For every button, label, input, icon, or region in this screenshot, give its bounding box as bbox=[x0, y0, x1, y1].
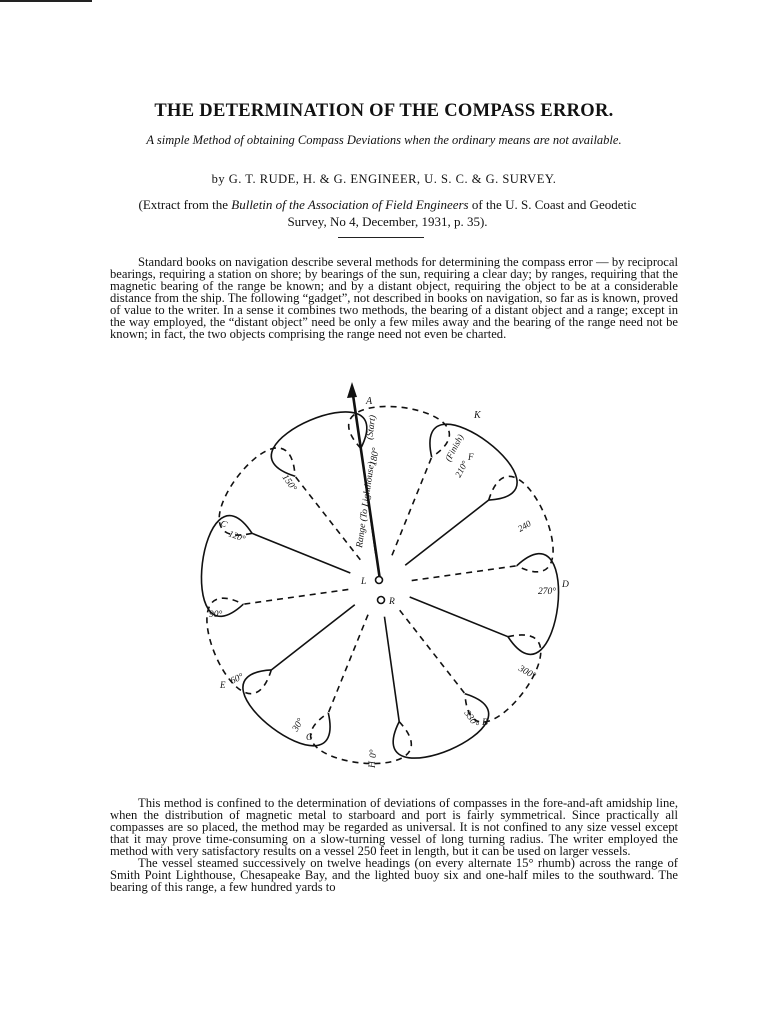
heading-track-line bbox=[271, 605, 355, 670]
label-150: 150° bbox=[279, 472, 299, 494]
article-subtitle: A simple Method of obtaining Compass Deviations when the ordinary means are not available. bbox=[146, 133, 622, 147]
label-240: 240 bbox=[516, 518, 533, 534]
method-paragraph: This method is confined to the determination of deviations of compasses in the fore-and-aft amidship line, when the distribution of magnetic metal to starboard and port is fairly symmetrical. Since practically all compasses are so placed, the method may be regarded as universal. It is not confined to any size vessel except that it may prove time-consuming on a slow-turning vessel of long turning radius. The writer employed the method with very satisfactory results on a vessel 250 feet in length, but it can be used on larger vessels. bbox=[110, 796, 678, 858]
author-byline: by G. T. RUDE, H. & G. ENGINEER, U. S. C. & G. SURVEY. bbox=[211, 172, 557, 186]
turning-loop bbox=[430, 424, 517, 500]
swing-diagram bbox=[0, 380, 768, 800]
extract-note bbox=[130, 196, 645, 230]
top-edge-rule bbox=[0, 0, 92, 2]
heading-track-line bbox=[410, 597, 508, 637]
label-0: 0° bbox=[369, 749, 379, 758]
extract-prefix: (Extract from the bbox=[138, 197, 232, 212]
vessel-paragraph: The vessel steamed successively on twelve headings (on every alternate 15° rhumb) across the range of Smith Point Lighthouse, Chesapeake Bay, and the lighted buoy six and one-half miles to the southward. The bearing of this range, a few hundred yards to bbox=[110, 856, 678, 894]
label-270: 270° bbox=[538, 587, 557, 597]
heading-track-line bbox=[405, 500, 489, 565]
label-60: 60° bbox=[229, 672, 246, 687]
heading-track-line bbox=[384, 617, 399, 722]
track-group bbox=[201, 406, 558, 763]
turning-loop bbox=[271, 412, 367, 476]
label-start: (Start) bbox=[365, 414, 379, 441]
label-l: L bbox=[361, 577, 367, 587]
heading-track-line bbox=[412, 566, 517, 581]
heading-track-line bbox=[295, 476, 360, 560]
label-210: 210° bbox=[452, 459, 470, 479]
label-k: K bbox=[474, 410, 481, 421]
label-h: H bbox=[368, 761, 378, 768]
label-90: 90° bbox=[209, 610, 223, 620]
range-arrowhead bbox=[347, 382, 357, 398]
label-d: D bbox=[562, 580, 569, 590]
heading-track-line bbox=[400, 610, 465, 694]
intro-paragraph-block bbox=[110, 256, 678, 340]
extract-bulletin-name: Bulletin of the Association of Field Engineers bbox=[231, 197, 469, 212]
label-30: 30° bbox=[290, 716, 307, 734]
label-f: F bbox=[468, 452, 474, 462]
body-paragraphs bbox=[110, 797, 678, 893]
label-120: 120° bbox=[227, 528, 247, 544]
intro-paragraph: Standard books on navigation describe several methods for determining the compass error — by reciprocal bearings, requiring a station on shore; by bearings of the sun, requiring a clear day; by ranges, requiring that the magnetic bearing of the range be known; and by a distant object, requiring the object to be at a considerable distance from the ship. The following “gadget”, not described in books on navigation, so far as is known, proved of value to the writer. In a sense it combines two methods, the bearing of a distant object and a range; except in the way employed, the “distant object” need be only a few miles away and the bearing of the range need not be known; in fact, the two objects comprising the range need not even be charted. bbox=[110, 255, 678, 341]
turning-loop bbox=[349, 406, 450, 457]
label-c: C bbox=[219, 517, 229, 530]
separator-rule bbox=[338, 237, 424, 238]
turning-loop bbox=[508, 554, 559, 655]
label-e: E bbox=[220, 680, 226, 690]
point-r-marker bbox=[378, 597, 385, 604]
turning-loop bbox=[243, 670, 330, 746]
heading-track-line bbox=[328, 615, 368, 713]
heading-track-line bbox=[243, 589, 348, 604]
extract-suffix: of the U. S. Coast and Geodetic Survey, No 4, December, 1931, p. 35). bbox=[287, 197, 637, 229]
label-300: 300° bbox=[516, 663, 538, 682]
article-title: THE DETERMINATION OF THE COMPASS ERROR. bbox=[154, 101, 614, 121]
turning-loop bbox=[311, 713, 412, 764]
heading-track-line bbox=[252, 533, 350, 573]
label-330: 330° bbox=[461, 708, 481, 730]
turning-loop bbox=[219, 448, 295, 535]
point-l-marker bbox=[376, 577, 383, 584]
label-a: A bbox=[366, 396, 373, 407]
label-finish: (Finish) bbox=[442, 432, 466, 463]
label-b: B bbox=[482, 718, 488, 728]
heading-track-line bbox=[392, 457, 432, 555]
turning-loop bbox=[201, 516, 252, 617]
label-180: 180° bbox=[369, 447, 382, 467]
label-range: Range (To Lighthouse) bbox=[355, 461, 378, 549]
label-g: G bbox=[306, 732, 313, 742]
label-r: R bbox=[389, 597, 395, 607]
